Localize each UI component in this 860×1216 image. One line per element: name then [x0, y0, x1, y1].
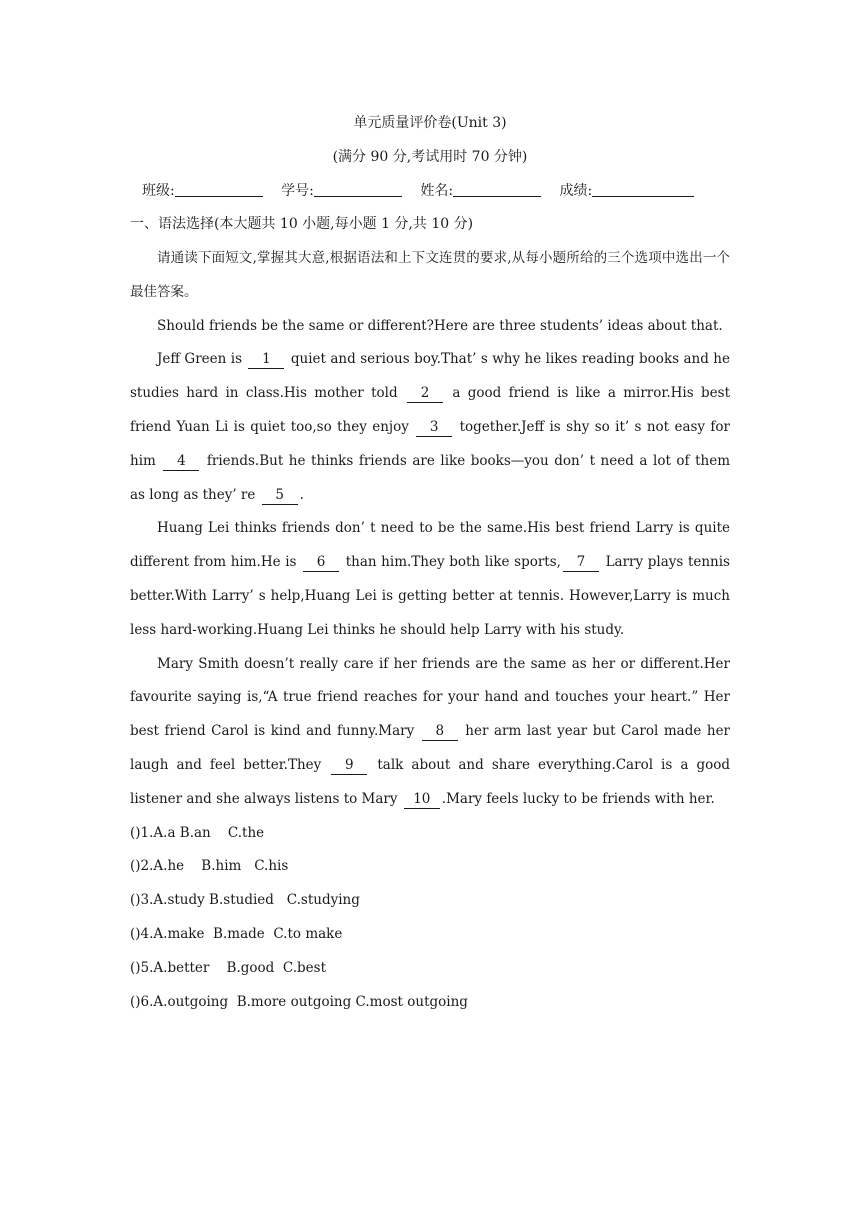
score-blank-line [592, 182, 694, 197]
blank-6[interactable]: 6 [303, 553, 339, 572]
student-number-blank-line [314, 182, 402, 197]
student-number-field[interactable] [281, 180, 402, 200]
class-label: 班级: [142, 183, 175, 199]
name-label: 姓名: [420, 183, 454, 199]
section-heading: 一、语法选择(本大题共 10 小题,每小题 1 分,共 10 分) [130, 216, 474, 232]
text-run: Larry plays tennis better.With Larry’ s help,Huang Lei is getting better at tennis. However,Larry is much less hard-working.Huang Lei thinks he should help Larry with his study. [130, 554, 730, 638]
class-field[interactable] [142, 180, 263, 200]
text-run: than him.They both like sports, [341, 554, 561, 571]
class-blank-line [175, 182, 263, 197]
instructions-paragraph: 请通读下面短文,掌握其大意,根据语法和上下文连贯的要求,从每小题所给的三个选项中选出一个最佳答案。 [130, 250, 730, 300]
name-blank-line [453, 182, 541, 197]
text-run: her arm last year but Carol made her laugh and feel better.They [130, 723, 731, 773]
text-run: .Mary feels lucky to be friends with her. [441, 790, 715, 807]
student-number-label: 学号: [281, 183, 314, 199]
question-6[interactable]: ()6.A.outgoing B.more outgoing C.most outgoing [130, 993, 468, 1010]
name-field[interactable] [420, 180, 541, 200]
text-run: together.Jeff is shy so it’ s not easy for him [130, 418, 730, 469]
blank-7[interactable]: 7 [563, 553, 599, 572]
text-run: talk about and share everything.Carol is a good listener and she always listens to Mary [130, 756, 730, 807]
score-label: 成绩: [559, 183, 593, 199]
text-run: . [299, 486, 304, 503]
text-run: friends.But he thinks friends are like books—you don’ t need a lot of them as long as they’ re [130, 452, 730, 503]
passage-body [130, 242, 730, 1019]
student-info-row [142, 180, 742, 200]
page-subtitle: (满分 90 分,考试用时 70 分钟) [332, 149, 528, 165]
blank-2[interactable]: 2 [407, 384, 443, 403]
paragraph-jeff [130, 343, 730, 512]
paragraph-mary [130, 648, 730, 817]
question-3[interactable]: ()3.A.study B.studied C.studying [130, 892, 360, 909]
text-run: Huang Lei thinks friends don’ t need to be the same.His best friend Larry is quite different from him.He is [130, 520, 730, 571]
question-4[interactable]: ()4.A.make B.made C.to make [130, 925, 343, 942]
text-run: Jeff Green is [157, 351, 247, 368]
blank-10[interactable]: 10 [404, 790, 440, 809]
blank-5[interactable]: 5 [262, 486, 298, 505]
blank-1[interactable]: 1 [248, 350, 284, 369]
blank-3[interactable]: 3 [416, 418, 452, 437]
paragraph-huang-lei [130, 512, 730, 647]
text-run: quiet and serious boy.That’ s why he likes reading books and he studies hard in class.His mother told [130, 351, 730, 402]
question-5[interactable]: ()5.A.better B.good C.best [130, 959, 327, 976]
page-title: 单元质量评价卷(Unit 3) [353, 115, 507, 131]
blank-8[interactable]: 8 [422, 722, 458, 741]
score-field[interactable] [560, 180, 695, 200]
text-run: Mary Smith doesn’t really care if her friends are the same as her or different.Her favourite saying is,“A true friend reaches for your hand and touches your heart.” Her best friend Carol is kind and funny.Mary [130, 655, 730, 740]
intro-paragraph: Should friends be the same or different?Here are three students’ ideas about that. [157, 317, 723, 334]
text-run: a good friend is like a mirror.His best friend Yuan Li is quiet too,so they enjoy [130, 385, 730, 435]
question-1[interactable]: ()1.A.a B.an C.the [130, 824, 265, 841]
blank-4[interactable]: 4 [163, 452, 199, 471]
blank-9[interactable]: 9 [331, 756, 367, 775]
question-2[interactable]: ()2.A.he B.him C.his [130, 858, 289, 875]
